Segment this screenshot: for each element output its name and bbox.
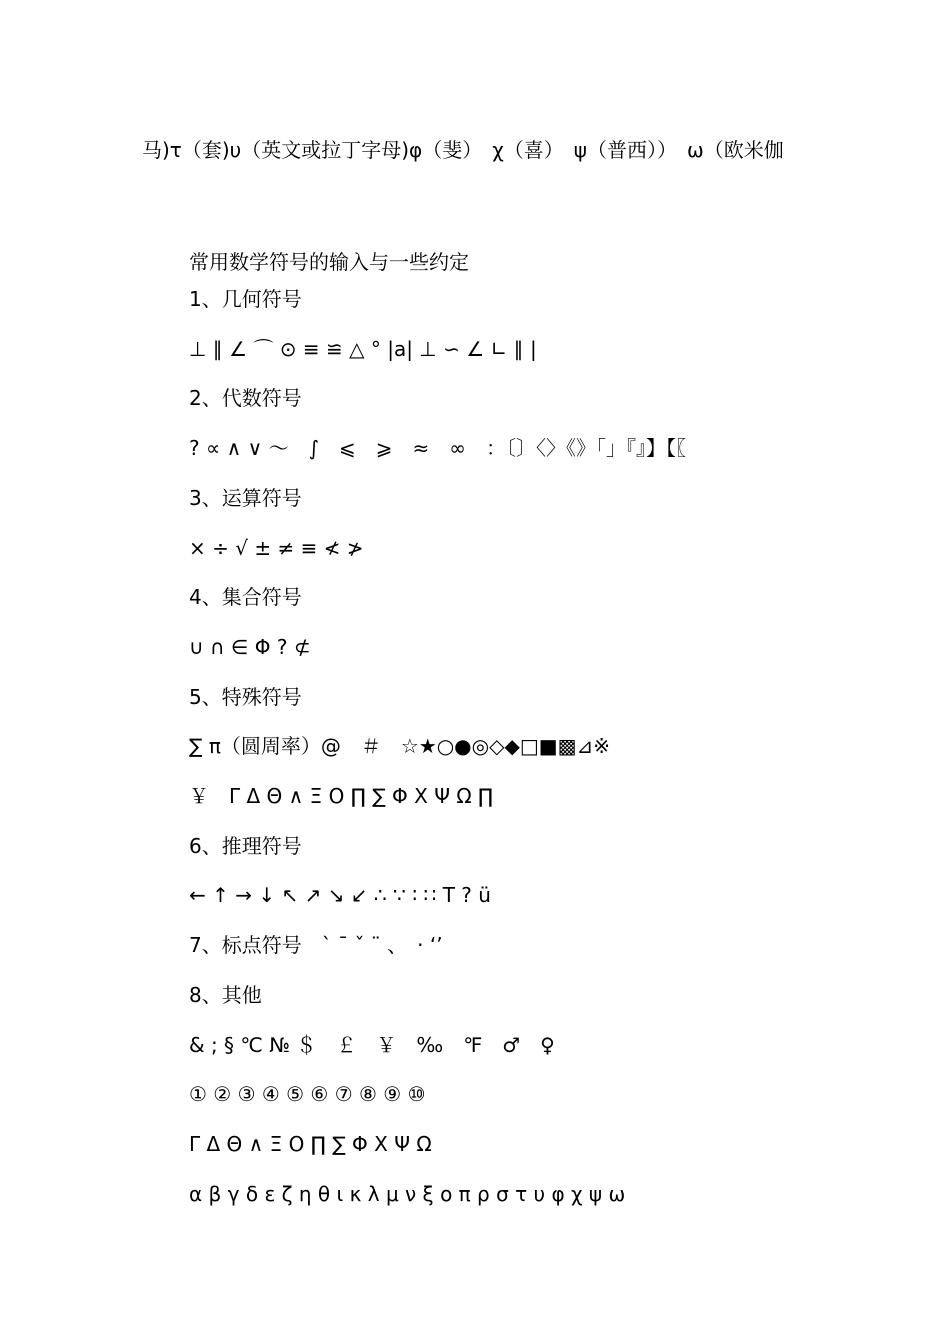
heading-reasoning-symbols: 6、推理符号 [189,834,302,858]
heading-other-symbols: 8、其他 [189,983,262,1007]
other-symbols-line-1: & ; § ℃ № ＄ ￡ ￥ ‰ ℉ ♂ ♀ [189,1033,555,1057]
operation-symbols-line: × ÷ √ ± ≠ ≡ ≮ ≯ [189,536,364,560]
greek-uppercase-line: Γ Δ Θ ∧ Ξ Ο ∏ ∑ Φ Χ Ψ Ω [189,1132,432,1156]
heading-set-symbols: 4、集合符号 [189,585,302,609]
set-symbols-line: ∪ ∩ ∈ Φ ? ⊄ [189,635,311,659]
greek-lowercase-line: α β γ δ ε ζ η θ ι κ λ μ ν ξ ο π ρ σ τ υ φ χ ψ ω [189,1182,626,1206]
heading-geometry-symbols: 1、几何符号 [189,287,302,311]
heading-punctuation-symbols: 7、标点符号 ˋ ˉ ˇ ¨ 、 · ‘’ [189,933,443,957]
heading-algebra-symbols: 2、代数符号 [189,386,302,410]
algebra-symbols-line: ? ∝ ∧ ∨ ～ ∫ ⩽ ⩾ ≈ ∞ ：〔〕〈〉《》「」『』】【〖 [189,436,686,460]
geometry-symbols-line: ⊥ ∥ ∠ ⌒ ⊙ ≡ ≌ △ ° |a| ⊥ ∽ ∠ ∟ ∥ | [189,337,537,361]
circled-numbers-line: ① ② ③ ④ ⑤ ⑥ ⑦ ⑧ ⑨ ⑩ [189,1082,426,1106]
heading-special-symbols: 5、特殊符号 [189,685,302,709]
intro-paragraph: 马)τ（套)υ（英文或拉丁字母)φ（斐） χ（喜） ψ（普西）） ω（欧米伽 [142,138,784,162]
reasoning-symbols-line: ← ↑ → ↓ ↖ ↗ ↘ ↙ ∴ ∵ ∶ ∷ T ? ü [189,883,491,907]
heading-operation-symbols: 3、运算符号 [189,486,302,510]
special-symbols-line-1: ∑ π（圆周率）@ ＃ ☆★○●◎◇◆□■▩⊿※ [189,734,611,758]
special-symbols-line-2: ￥ Γ Δ Θ ∧ Ξ Ο ∏ ∑ Φ Χ Ψ Ω ∏ [189,784,494,808]
section-title: 常用数学符号的输入与一些约定 [189,250,469,274]
